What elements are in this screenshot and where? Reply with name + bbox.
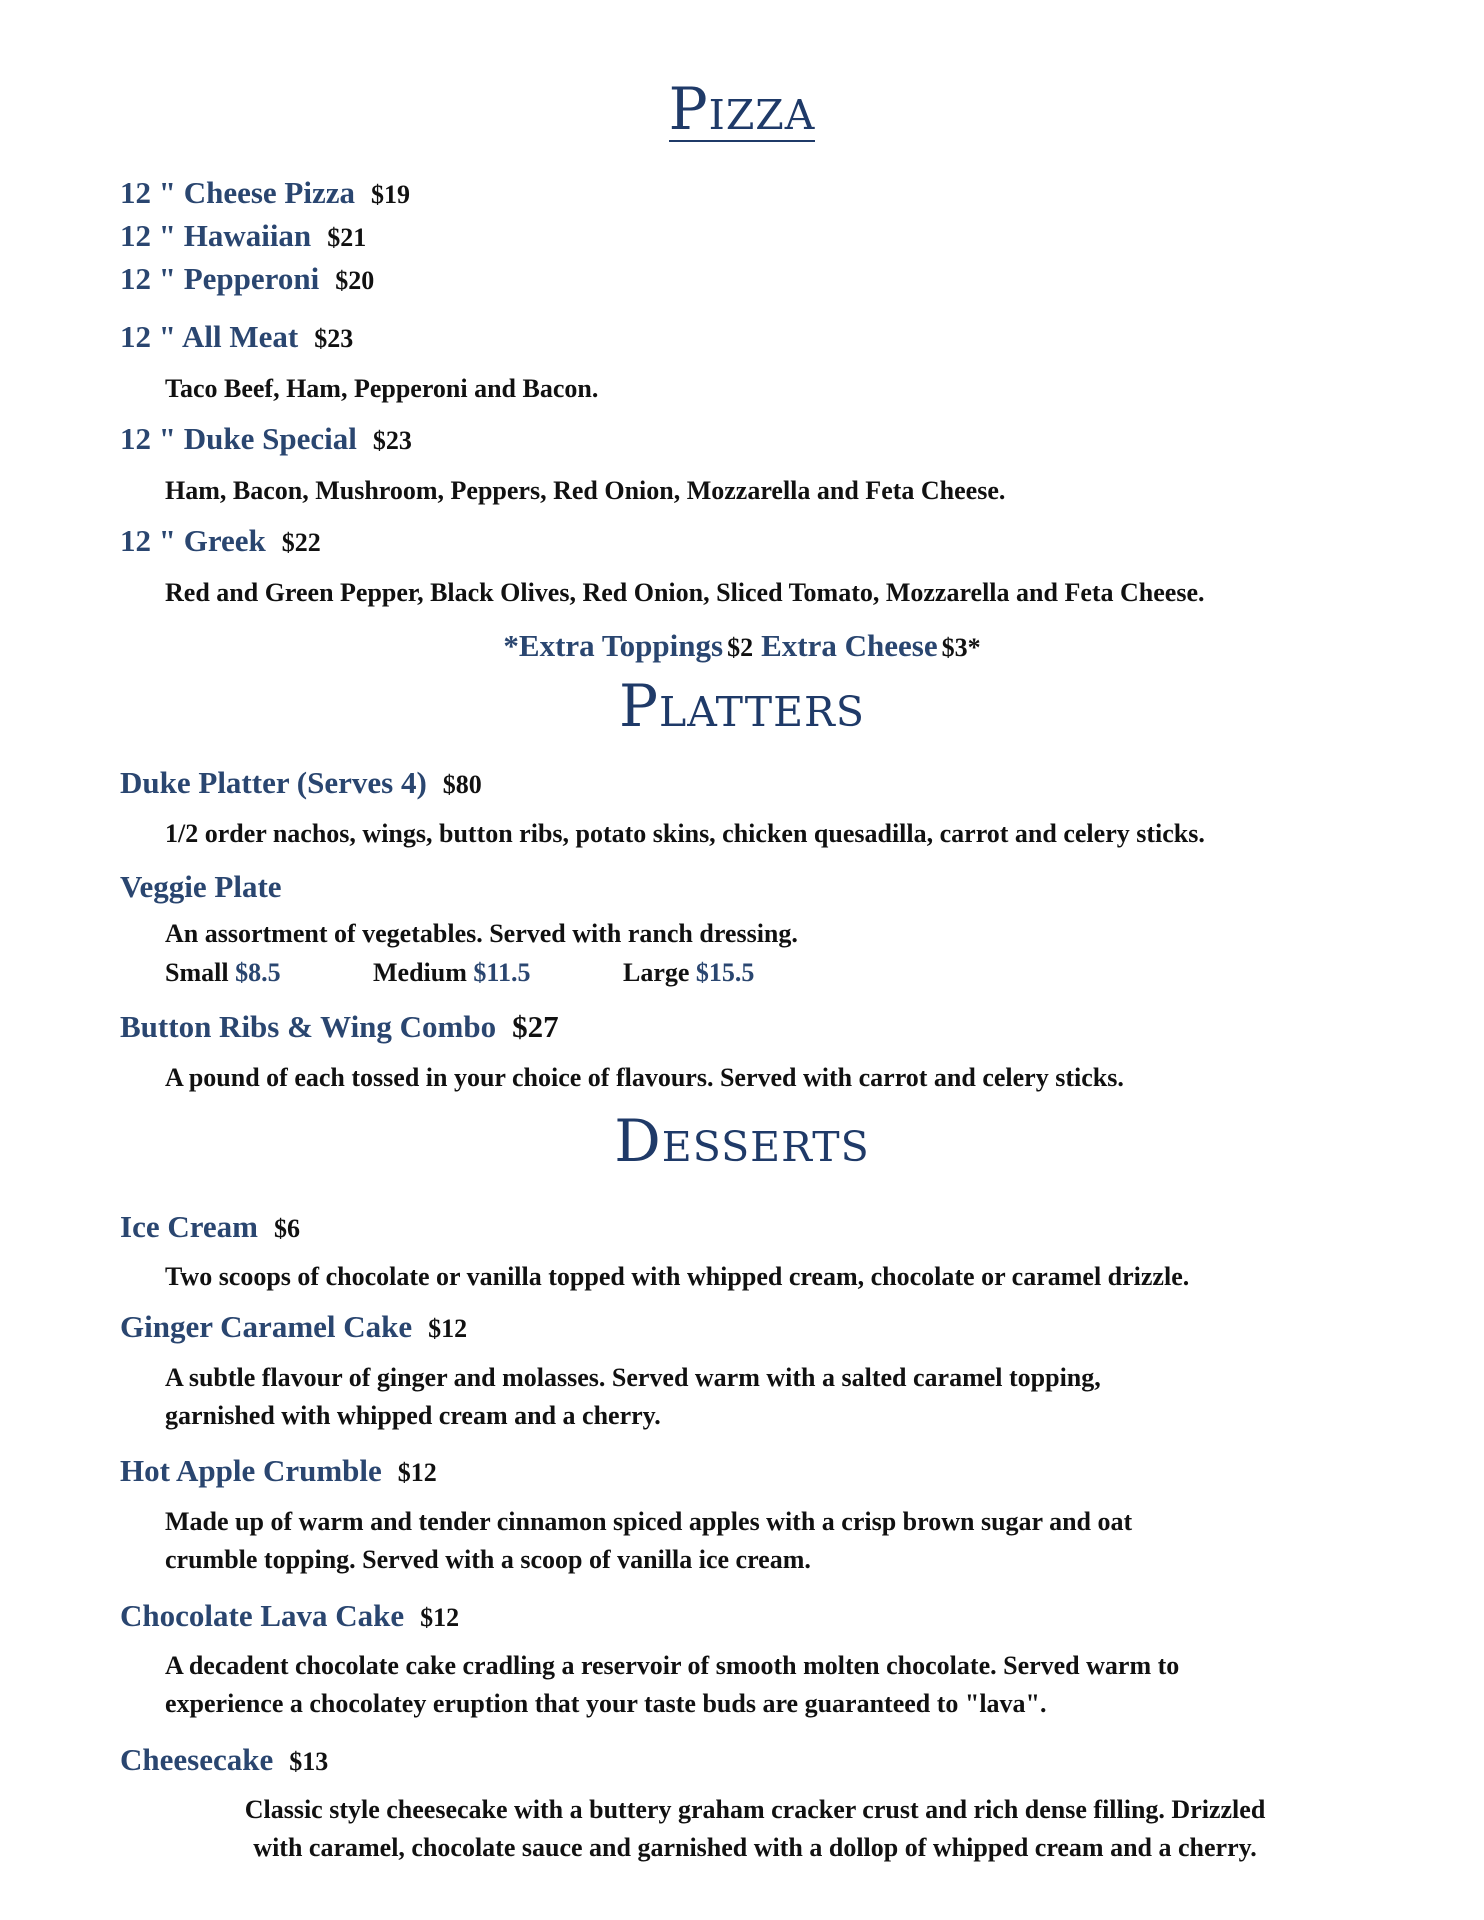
item-description: A pound of each tossed in your choice of flavours. Served with carrot and celery sticks. bbox=[165, 1063, 1124, 1092]
item-name: Chocolate Lava Cake bbox=[120, 1598, 405, 1633]
item-name: 12 " Duke Special bbox=[120, 421, 357, 456]
item-description: A subtle flavour of ginger and molasses. Served warm with a salted caramel topping, garnished with whipped cream and a cherry. bbox=[165, 1363, 1101, 1430]
menu-item bbox=[120, 422, 412, 456]
item-price: $80 bbox=[442, 770, 482, 799]
item-description: Taco Beef, Ham, Pepperoni and Bacon. bbox=[165, 374, 599, 403]
item-price: $13 bbox=[289, 1747, 329, 1776]
extra-cheese-price: $3* bbox=[941, 633, 981, 662]
item-price: $12 bbox=[397, 1458, 437, 1487]
item-description: Ham, Bacon, Mushroom, Peppers, Red Onion, Mozzarella and Feta Cheese. bbox=[165, 476, 1006, 505]
item-name: Hot Apple Crumble bbox=[120, 1453, 382, 1488]
menu-item bbox=[120, 1454, 437, 1488]
menu-item bbox=[120, 176, 410, 210]
item-description: 1/2 order nachos, wings, button ribs, potato skins, chicken quesadilla, carrot and celery sticks. bbox=[165, 819, 1205, 848]
item-name: Veggie Plate bbox=[120, 869, 282, 904]
item-name: 12 " All Meat bbox=[120, 319, 299, 354]
menu-item bbox=[120, 870, 282, 904]
item-price: $27 bbox=[512, 1009, 559, 1044]
menu-item bbox=[120, 766, 482, 800]
menu-item bbox=[120, 1010, 559, 1044]
item-price: $19 bbox=[371, 180, 410, 209]
platters-heading: Platters bbox=[619, 672, 865, 740]
item-name: Button Ribs & Wing Combo bbox=[120, 1009, 497, 1044]
menu-item bbox=[120, 1310, 467, 1344]
menu-item bbox=[120, 219, 366, 253]
size-options bbox=[165, 958, 754, 988]
menu-item bbox=[120, 1210, 300, 1244]
item-description: Made up of warm and tender cinnamon spiced apples with a crisp brown sugar and oat crumble topping. Served with a scoop of vanilla ice cream. bbox=[165, 1507, 1133, 1574]
item-name: 12 " Greek bbox=[120, 523, 266, 558]
item-description: A decadent chocolate cake cradling a reservoir of smooth molten chocolate. Served warm to experience a chocolatey eruption that your taste buds are guaranteed to "lava". bbox=[165, 1651, 1180, 1718]
extras-note bbox=[0, 628, 1484, 664]
extra-toppings-label: *Extra Toppings bbox=[503, 628, 724, 663]
item-description: Classic style cheesecake with a buttery graham cracker crust and rich dense filling. Drizzled with caramel, chocolate sauce and garnished with a dollop of whipped cream and a cherry. bbox=[244, 1795, 1266, 1862]
menu-item bbox=[120, 524, 321, 558]
menu-item bbox=[120, 320, 353, 354]
item-price: $20 bbox=[335, 266, 375, 295]
item-name: Cheesecake bbox=[120, 1742, 274, 1777]
item-name: 12 " Pepperoni bbox=[120, 261, 320, 296]
item-name: Duke Platter (Serves 4) bbox=[120, 765, 427, 800]
item-name: 12 " Hawaiian bbox=[120, 218, 312, 253]
item-price: $12 bbox=[428, 1314, 468, 1343]
item-description: Red and Green Pepper, Black Olives, Red Onion, Sliced Tomato, Mozzarella and Feta Cheese. bbox=[165, 578, 1205, 607]
desserts-heading: Desserts bbox=[614, 1107, 870, 1175]
extra-toppings-price: $2 bbox=[727, 633, 754, 662]
menu-item bbox=[120, 1599, 459, 1633]
item-name: Ice Cream bbox=[120, 1209, 259, 1244]
size-option: Large $15.5 bbox=[623, 958, 755, 987]
item-price: $12 bbox=[420, 1603, 460, 1632]
item-price: $21 bbox=[327, 223, 367, 252]
item-description: An assortment of vegetables. Served with ranch dressing. bbox=[165, 919, 798, 948]
menu-item bbox=[120, 1743, 328, 1777]
item-price: $23 bbox=[372, 426, 412, 455]
item-price: $23 bbox=[314, 324, 354, 353]
item-name: 12 " Cheese Pizza bbox=[120, 175, 355, 210]
item-price: $22 bbox=[281, 528, 321, 557]
size-option: Medium $11.5 bbox=[373, 958, 531, 987]
menu-item bbox=[120, 262, 374, 296]
item-description: Two scoops of chocolate or vanilla topped with whipped cream, chocolate or caramel drizzle. bbox=[165, 1262, 1190, 1291]
extra-cheese-label: Extra Cheese bbox=[761, 628, 938, 663]
item-name: Ginger Caramel Cake bbox=[120, 1309, 413, 1344]
size-option: Small $8.5 bbox=[165, 958, 281, 987]
pizza-heading: Pizza bbox=[668, 75, 816, 143]
item-price: $6 bbox=[274, 1214, 301, 1243]
